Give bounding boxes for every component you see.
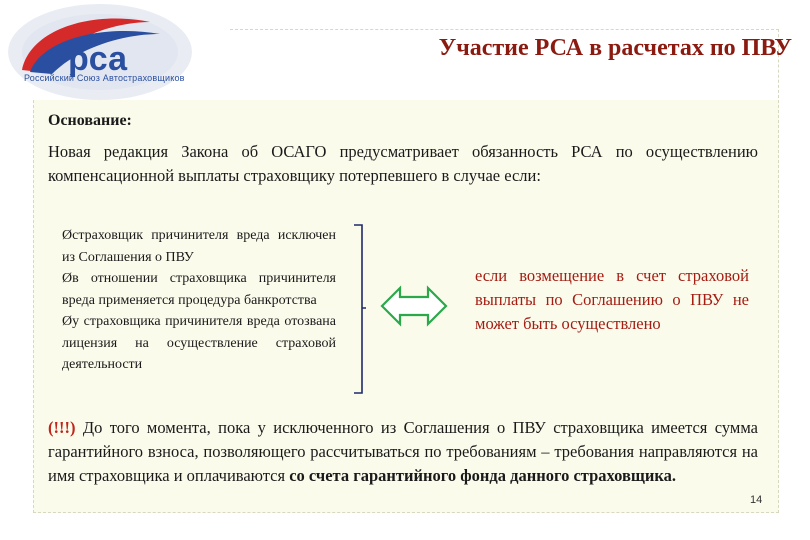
consequence-text: если возмещение в счет страховой выплаты по Соглашению о ПВУ не может быть осуществлено — [475, 266, 749, 333]
condition-bullet-icon: Ø — [62, 228, 73, 243]
note-mark: (!!!) — [48, 418, 76, 437]
basis-label: Основание: — [48, 112, 132, 129]
logo-org-name: Российский Союз Автостраховщиков — [24, 73, 185, 83]
basis-text: Новая редакция Закона об ОСАГО предусматривает обязанность РСА по осуществлению компенсационной выплаты страховщику потерпевшего в случае если: — [48, 142, 758, 185]
right-brace-icon — [352, 224, 366, 394]
condition-bullet-icon: Ø — [62, 271, 73, 286]
condition-item: Øу страховщика причинителя вреда отозвана лицензия на осуществление страховой деятельности — [62, 314, 336, 372]
logo-mark: рса — [68, 40, 128, 78]
rsa-logo — [0, 0, 230, 110]
condition-bullet-icon: Ø — [62, 314, 73, 329]
condition-item: Øстраховщик причинителя вреда исключен из Соглашения о ПВУ — [62, 228, 336, 265]
note-paragraph: (!!!) До того момента, пока у исключенного из Соглашения о ПВУ страховщика имеется сумма гарантийного взноса, позволяющего рассчитываться по требованиям – требования направляются на имя страховщика и оплачиваются со счета гарантийного фонда данного страховщика. — [48, 418, 758, 485]
slide-title: Участие РСА в расчетах по ПВУ — [438, 35, 792, 61]
page-number: 14 — [750, 494, 763, 506]
condition-item: Øв отношении страховщика причинителя вреда применяется процедура банкротства — [62, 271, 336, 308]
logo-globe-icon — [0, 0, 230, 110]
conditions-list — [62, 225, 336, 376]
double-arrow-icon — [380, 285, 448, 327]
